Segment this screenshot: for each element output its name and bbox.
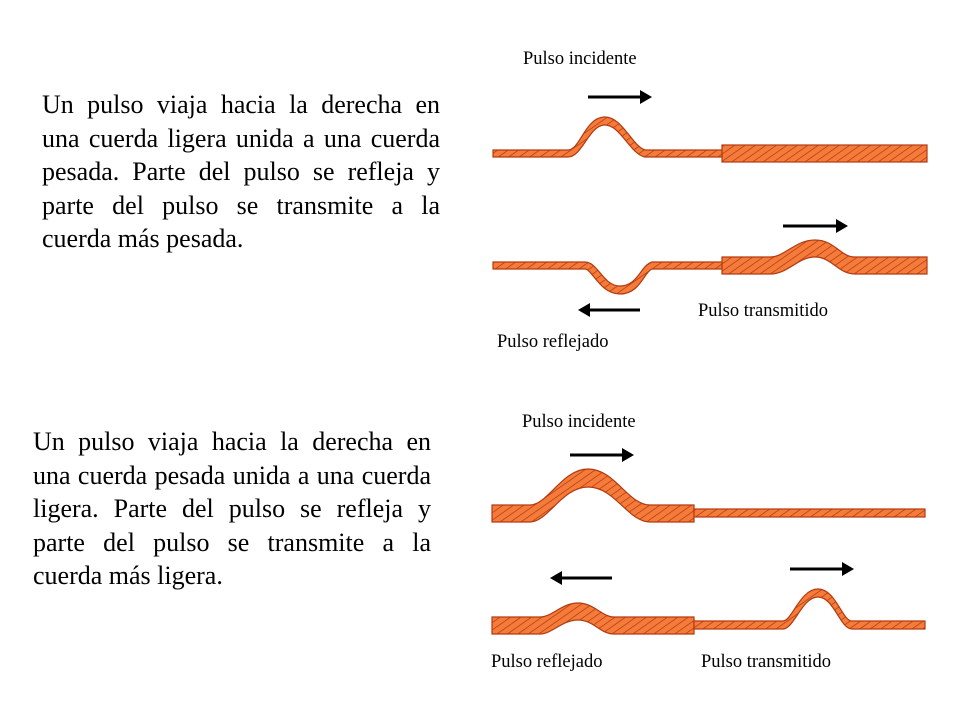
heavy-rope <box>722 145 927 162</box>
rope-2-after-boundary-heavy <box>493 219 927 317</box>
incident-arrow-icon <box>570 448 634 462</box>
label-incident-pulse-top: Pulso incidente <box>523 49 637 69</box>
transmitted-arrow-icon <box>790 562 854 576</box>
label-incident-pulse-bottom: Pulso incidente <box>522 412 636 432</box>
light-rope <box>694 509 925 517</box>
light-rope-with-reflected-pulse <box>493 262 722 294</box>
description-light-to-heavy: Un pulso viaja hacia la derecha en una cuerda ligera unida a una cuerda pesada. Parte del pulso se refleja y parte del pulso se transmite a la cuerda más pesada. <box>42 90 440 253</box>
heavy-rope-with-transmitted-pulse <box>722 240 927 274</box>
heavy-rope-with-reflected-pulse <box>492 603 694 634</box>
label-transmitted-pulse-top: Pulso transmitido <box>698 301 829 321</box>
reflected-arrow-icon <box>550 571 612 585</box>
rope-4-after-boundary-light <box>492 562 925 634</box>
light-rope-with-incident-pulse <box>493 117 722 157</box>
rope-3-incident <box>492 448 925 522</box>
transmitted-arrow-icon <box>783 219 848 233</box>
label-reflected-pulse-top: Pulso reflejado <box>497 332 609 352</box>
description-heavy-to-light: Un pulso viaja hacia la derecha en una cuerda pesada unida a una cuerda ligera. Parte del pulso se refleja y parte del pulso se transmite a la cuerda más ligera. <box>33 427 431 590</box>
incident-arrow-icon <box>588 90 652 104</box>
label-transmitted-pulse-bottom: Pulso transmitido <box>701 652 832 672</box>
heavy-rope-with-incident-pulse <box>492 469 694 522</box>
label-reflected-pulse-bottom: Pulso reflejado <box>491 652 603 672</box>
reflected-arrow-icon <box>578 303 640 317</box>
rope-1-incident <box>493 90 927 162</box>
light-rope-with-transmitted-pulse <box>694 589 925 629</box>
